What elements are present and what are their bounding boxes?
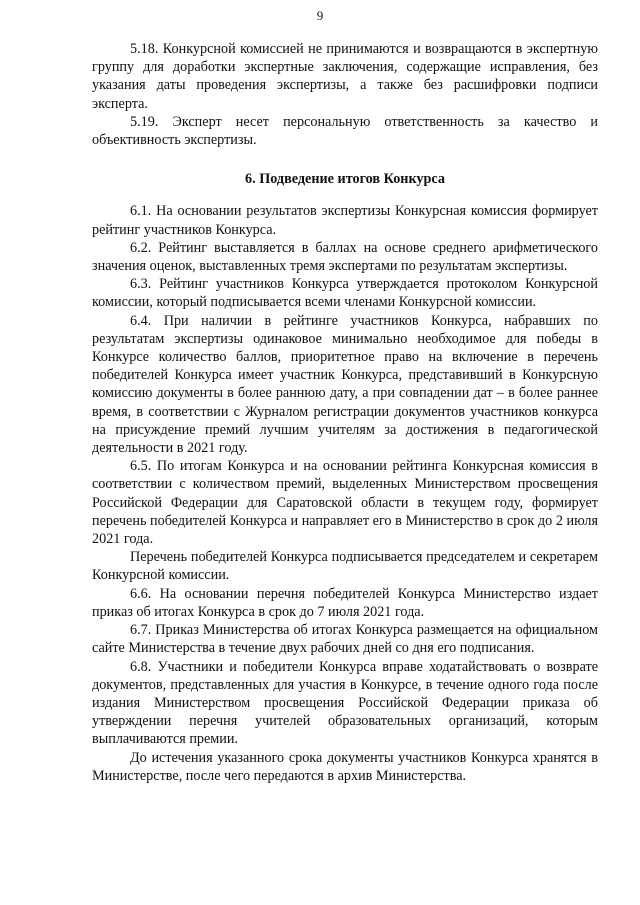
paragraph-5-18: 5.18. Конкурсной комиссией не принимаются и возвращаются в экспертную группу для доработки экспертные заключения, содержащие исправления, без указания даты проведения экспертизы, а также без расшифровки подписи эксперта. bbox=[92, 41, 598, 112]
paragraph-6-8: 6.8. Участники и победители Конкурса вправе ходатайствовать о возврате документов, представленных для участия в Конкурсе, в течение одного года после издания Министерством просвещения Российской Федерации приказа об утверждении перечня учителей образовательных организаций, которым выплачиваются премии. bbox=[92, 658, 598, 748]
paragraph-6-5: 6.5. По итогам Конкурса и на основании рейтинга Конкурсная комиссия в соответствии с количеством премий, выделенных Министерством просвещения Российской Федерации для Саратовской области в текущем году, формирует перечень победителей Конкурса и направляет его в Министерство в срок до 2 июля 2021 года. bbox=[92, 458, 598, 548]
document-body bbox=[92, 40, 598, 785]
section-title: 6. Подведение итогов Конкурса bbox=[245, 171, 445, 188]
paragraph-6-4: 6.4. При наличии в рейтинге участников Конкурса, набравших по результатам экспертизы одинаковое минимально необходимое для победы в Конкурсе количество баллов, приоритетное право на включение в перечень победителей Конкурса имеет участник Конкурса, представивший в Конкурсную комиссию документы в более раннюю дату, а при совпадении дат – в более раннее время, в соответствии с Журналом регистрации документов участников конкурса на присуждение премий лучшим учителям за достижения в педагогической деятельности в 2021 году. bbox=[92, 312, 598, 457]
paragraph-6-7: 6.7. Приказ Министерства об итогах Конкурса размещается на официальном сайте Министерства в течение двух рабочих дней со дня его подписания. bbox=[92, 622, 598, 657]
paragraph-6-2: 6.2. Рейтинг выставляется в баллах на основе среднего арифметического значения оценок, выставленных тремя экспертами по результатам экспертизы. bbox=[92, 239, 598, 275]
paragraph-5-19: 5.19. Эксперт несет персональную ответственность за качество и объективность экспертизы. bbox=[92, 113, 598, 149]
paragraph-6-1: 6.1. На основании результатов экспертизы Конкурсная комиссия формирует рейтинг участников Конкурса. bbox=[92, 203, 598, 238]
paragraph-6-5-signing: Перечень победителей Конкурса подписывается председателем и секретарем Конкурсной комиссии. bbox=[92, 549, 598, 584]
paragraph-6-6: 6.6. На основании перечня победителей Конкурса Министерство издает приказ об итогах Конкурса в срок до 7 июля 2021 года. bbox=[92, 585, 598, 620]
page-number: 9 bbox=[316, 8, 324, 23]
paragraph-6-3: 6.3. Рейтинг участников Конкурса утверждается протоколом Конкурсной комиссии, который подписывается всеми членами Конкурсной комиссии. bbox=[92, 276, 598, 311]
paragraph-6-8-storage: До истечения указанного срока документы участников Конкурса хранятся в Министерстве, после чего передаются в архив Министерства. bbox=[92, 749, 598, 784]
